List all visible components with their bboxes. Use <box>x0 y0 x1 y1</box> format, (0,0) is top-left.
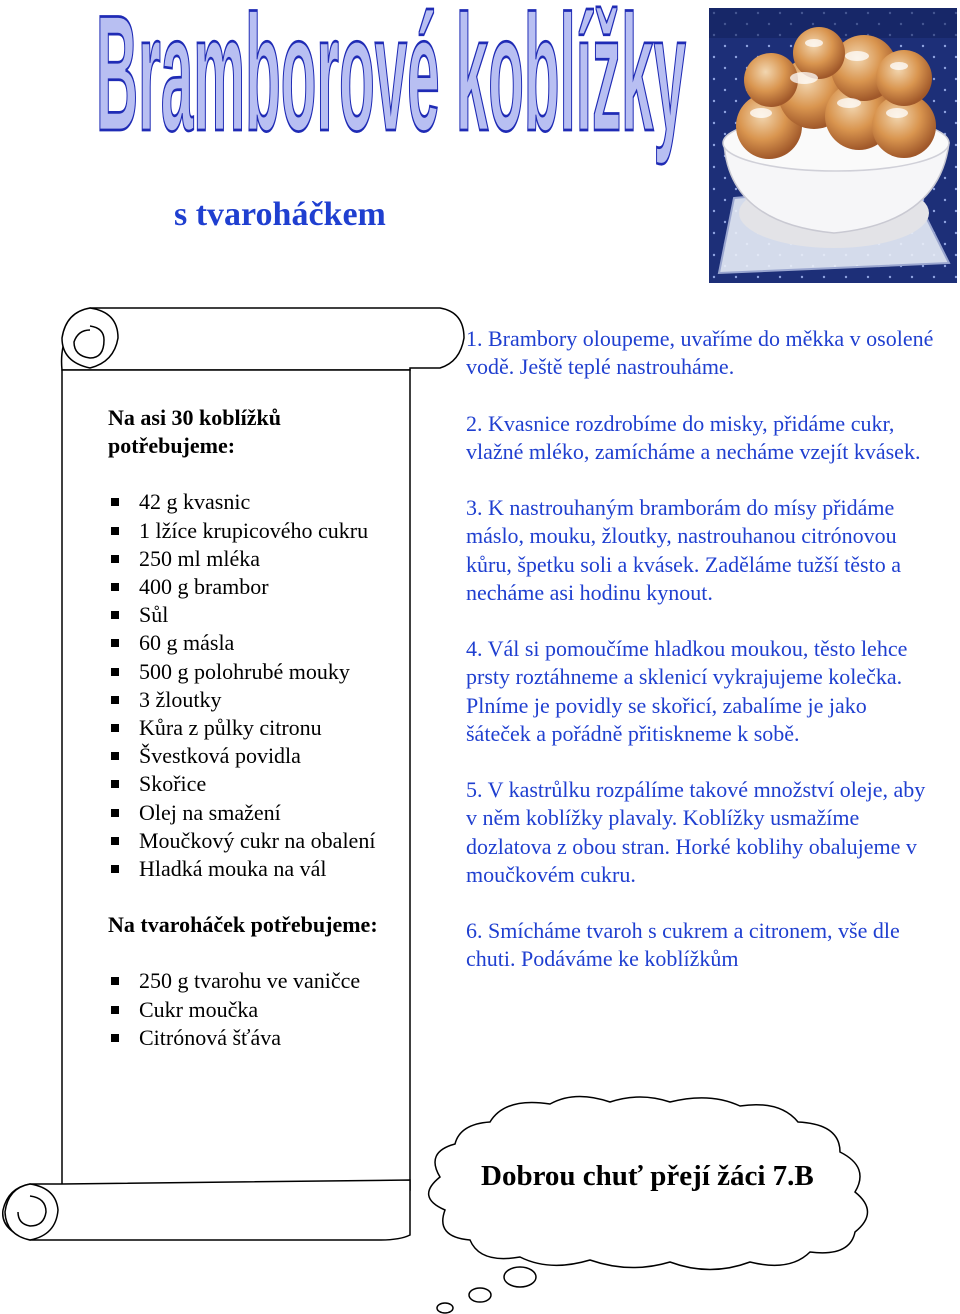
tvarohacek-heading: Na tvaroháček potřebujeme: <box>108 912 378 938</box>
tvarohacek-item: Cukr moučka <box>108 996 408 1024</box>
ingredient-item: Moučkový cukr na obalení <box>108 827 408 855</box>
thought-cloud <box>410 1092 890 1314</box>
ingredient-item: Olej na smažení <box>108 799 408 827</box>
page-title: Bramborové koblížky <box>95 0 687 166</box>
footer-greeting: Dobrou chuť přejí žáci 7.B <box>481 1160 814 1192</box>
ingredient-item: Hladká mouka na vál <box>108 855 408 883</box>
ingredient-item: 500 g polohrubé mouky <box>108 658 408 686</box>
ingredients-list <box>108 488 408 883</box>
step-6: 6. Smícháme tvaroh s cukrem a citronem, vše dle chuti. Podáváme ke koblížkům <box>466 918 900 972</box>
ingredient-item: Sůl <box>108 601 408 629</box>
ingredient-item: 42 g kvasnic <box>108 488 408 516</box>
subtitle: s tvaroháčkem <box>174 196 386 233</box>
ingredients-heading: Na asi 30 koblížků potřebujeme: <box>108 405 281 459</box>
ingredient-item: 400 g brambor <box>108 573 408 601</box>
tvarohacek-item: 250 g tvarohu ve vaničce <box>108 967 408 995</box>
step-5: 5. V kastrůlku rozpálíme takové množství oleje, aby v něm koblížky plavaly. Koblížky usmažíme dozlatova z obou stran. Horké koblihy obalujeme v moučkovém cukru. <box>466 777 926 887</box>
ingredient-item: Kůra z půlky citronu <box>108 714 408 742</box>
ingredient-item: Skořice <box>108 770 408 798</box>
step-2: 2. Kvasnice rozdrobíme do misky, přidáme cukr, vlažné mléko, zamícháme a necháme vzejít kvásek. <box>466 410 921 464</box>
step-4: 4. Vál si pomoučíme hladkou moukou, těsto lehce prsty roztáhneme a sklenicí vykrajujeme kolečka. Plníme je povidly se skořicí, zabalíme je jako šáteček a pořádně přitiskneme k sobě. <box>466 636 908 746</box>
step-3: 3. K nastrouhaným bramborám do mísy přidáme máslo, mouku, žloutky, nastrouhanou citrónovou kůru, špetku soli a kvásek. Zaděláme tužší těsto a necháme asi hodinu kynout. <box>466 495 901 605</box>
tvarohacek-item: Citrónová šťáva <box>108 1024 408 1052</box>
ingredient-item: 250 ml mléka <box>108 545 408 573</box>
recipe-steps <box>466 325 936 1002</box>
donuts-photo <box>709 8 957 283</box>
ingredients-panel <box>108 404 408 1052</box>
title-wordart <box>0 0 700 180</box>
tvarohacek-list <box>108 967 408 1052</box>
ingredient-item: 1 lžíce krupicového cukru <box>108 517 408 545</box>
ingredient-item: 60 g másla <box>108 629 408 657</box>
ingredient-item: 3 žloutky <box>108 686 408 714</box>
ingredient-item: Švestková povidla <box>108 742 408 770</box>
step-1: 1. Brambory oloupeme, uvaříme do měkka v osolené vodě. Ještě teplé nastrouháme. <box>466 326 934 380</box>
